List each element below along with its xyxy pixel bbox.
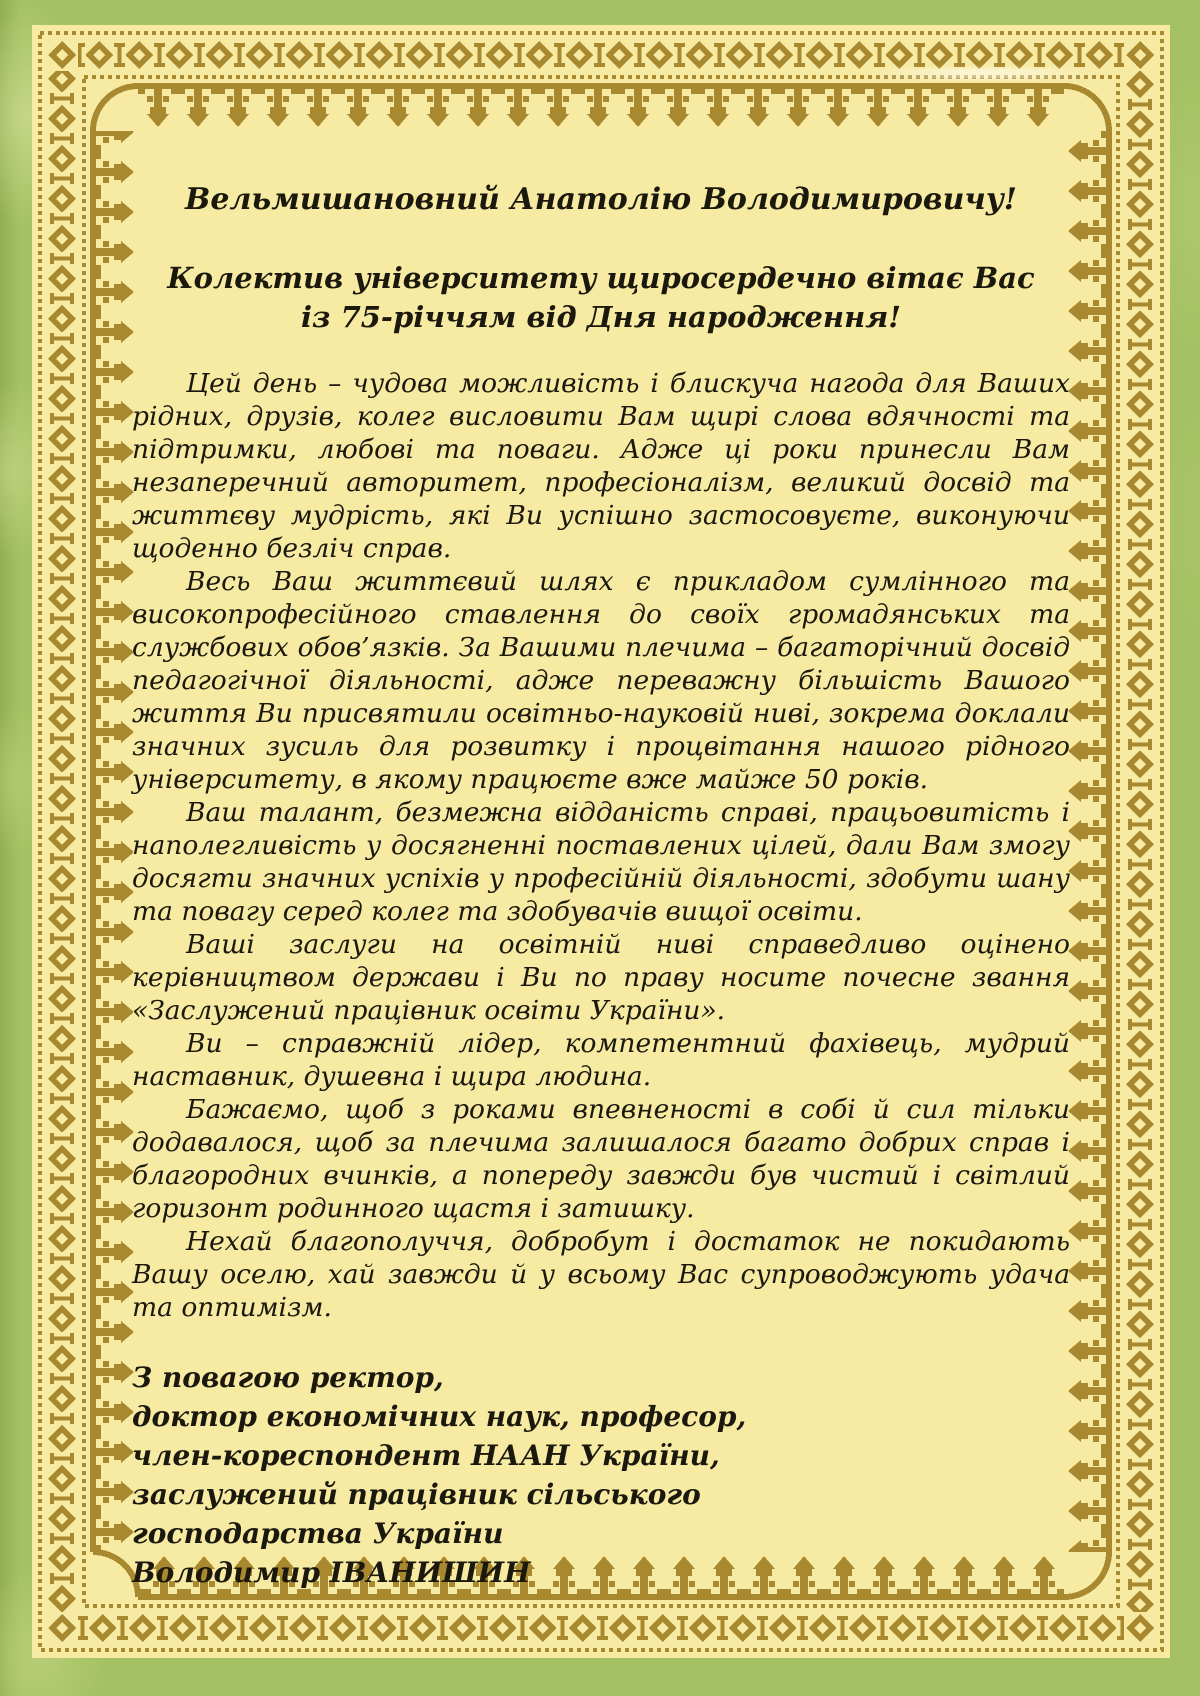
greeting-line-1: Колектив університету щиросердечно вітає Вас — [167, 261, 1035, 295]
signature-line-4: заслужений працівник сільського — [132, 1478, 701, 1511]
signature-name: Володимир ІВАНИШИН — [132, 1556, 531, 1589]
paragraph-6: Бажаємо, щоб з роками впевненості в собі й сил тільки додавалося, щоб за плечима залишалося багато добрих справ і благородних вчинків, а попереду завжди був чистий і світлий горизонт родинного щастя і затишку. — [132, 1094, 1070, 1224]
greeting-card — [32, 25, 1170, 1658]
signature-line-5: господарства України — [132, 1517, 504, 1550]
paragraph-3: Ваш талант, безмежна відданість справі, працьовитість і наполегливість у досягненні поставлених цілей, дали Вам змогу досягти значних успіхів у професійній діяльності, здобути шану та повагу серед колег та здобувачів вищої освіти. — [132, 797, 1070, 927]
paragraph-7: Нехай благополуччя, добробут і достаток не покидають Вашу оселю, хай завжди й у всьому Вас супроводжують удача та оптимізм. — [132, 1226, 1070, 1323]
signature-line-2: доктор економічних наук, професор, — [132, 1400, 747, 1433]
paragraph-1: Цей день – чудова можливість і блискуча нагода для Ваших рідних, друзів, колег висловити Вам щирі слова вдячності та підтримки, любові та поваги. Адже ці роки принесли Вам незаперечний авторитет, професіоналізм, великий досвід та життєву мудрість, які Ви успішно застосовуєте, виконуючи щоденно безліч справ. — [132, 368, 1070, 564]
salutation-line: Вельмишановний Анатолію Володимировичу! — [185, 182, 1017, 217]
letter-body — [132, 367, 1070, 1324]
signature-line-1: З повагою ректор, — [132, 1361, 444, 1394]
paragraph-5: Ви – справжній лідер, компетентний фахівець, мудрий наставник, душевна і щира людина. — [132, 1028, 1070, 1092]
greeting-line-2: із 75-річчям від Дня народження! — [300, 300, 902, 334]
signature-block — [132, 1358, 1070, 1592]
paragraph-4: Ваші заслуги на освітній ниві справедливо оцінено керівництвом держави і Ви по праву носите почесне звання «Заслужений працівник освіти України». — [132, 929, 1070, 1026]
paragraph-2: Весь Ваш життєвий шлях є прикладом сумлінного та високопрофесійного ставлення до своїх громадянських та службових обов’язків. За Вашими плечима – багаторічний досвід педагогічної діяльності, адже переважну більшість Вашого життя Ви присвятили освітньо-науковій ниві, зокрема доклали значних зусиль для розвитку і процвітання нашого рідного університету, в якому працюєте вже майже 50 років. — [132, 566, 1070, 795]
signature-line-3: член-кореспондент НААН України, — [132, 1439, 720, 1472]
letter-content — [32, 25, 1170, 1658]
